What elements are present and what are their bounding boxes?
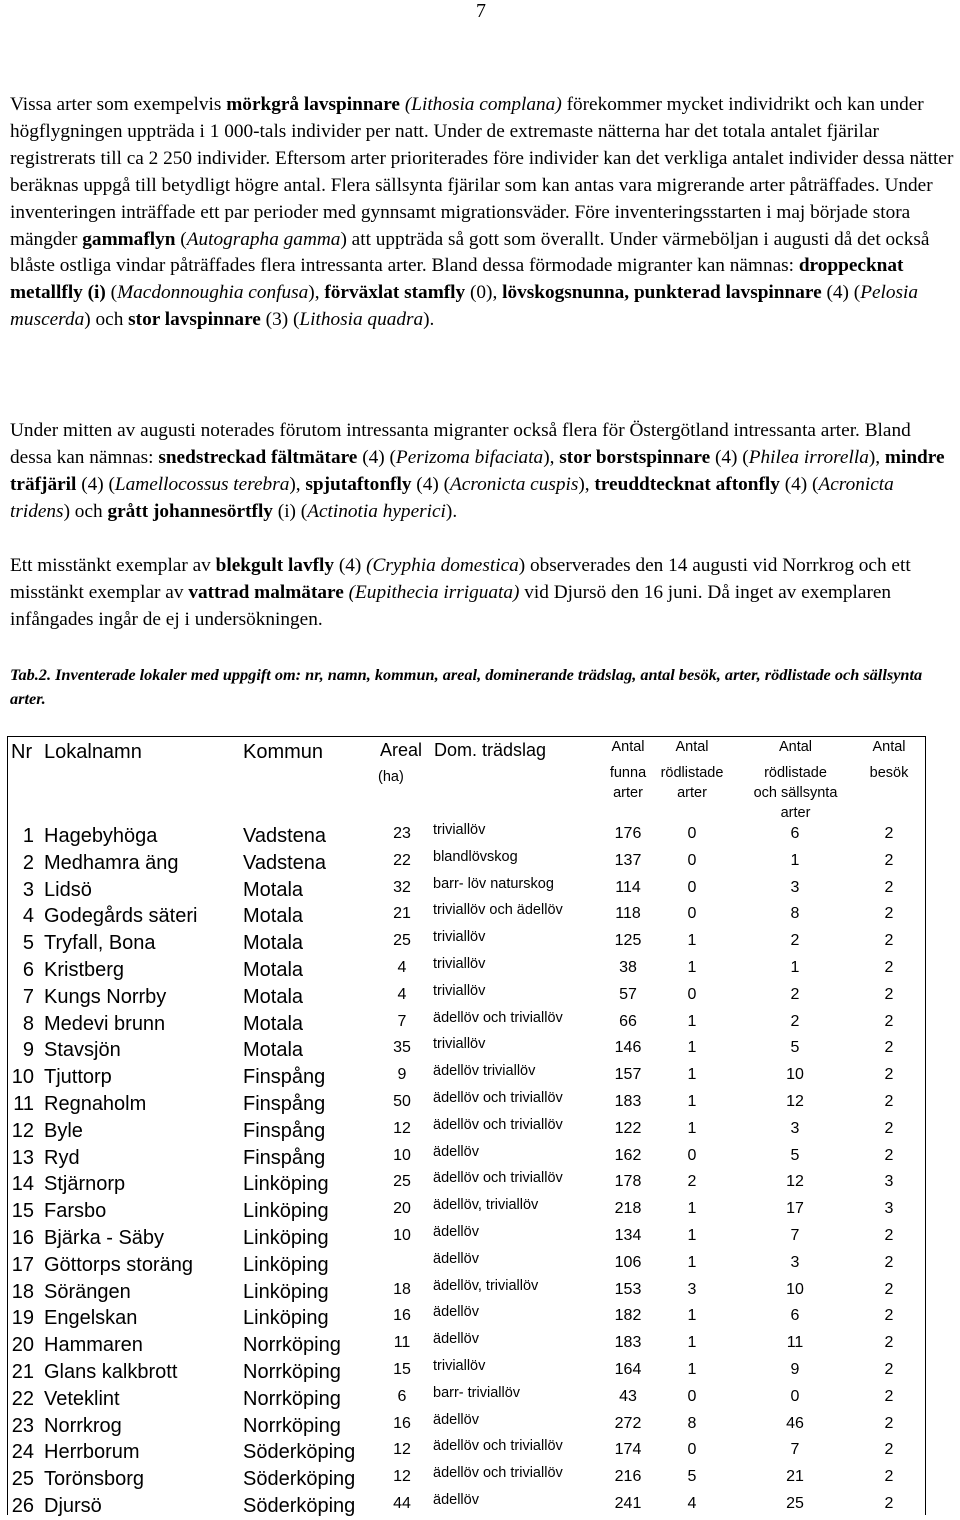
cell-kommun: Linköping <box>243 1253 329 1276</box>
cell-areal: 50 <box>393 1093 411 1110</box>
table-row <box>8 930 925 957</box>
cell-tradslag: ädellöv <box>433 1224 479 1240</box>
cell-nr: 15 <box>11 1200 34 1223</box>
cell-antal-rodlistade-sallsynta: 2 <box>790 985 800 1003</box>
cell-areal: 44 <box>393 1495 411 1512</box>
cell-antal-rodlistade-sallsynta: 5 <box>790 1146 800 1164</box>
cell-antal-rodlistade: 1 <box>687 1093 697 1110</box>
cell-tradslag: triviallöv <box>433 822 486 838</box>
cell-kommun: Finspång <box>243 1119 326 1142</box>
cell-kommun: Motala <box>243 932 304 955</box>
cell-nr: 7 <box>22 985 34 1008</box>
table-row <box>8 1118 925 1145</box>
cell-antal-funna: 118 <box>615 905 641 923</box>
header-antal-rodlistade-sallsynta: Antal rödlistade och sällsynta arter <box>753 739 838 821</box>
localities-table <box>7 736 926 1515</box>
cell-tradslag: triviallöv och ädellöv <box>433 902 563 919</box>
cell-lokalnamn: Sörängen <box>44 1280 131 1303</box>
cell-antal-funna: 57 <box>619 985 637 1003</box>
cell-antal-besok: 2 <box>884 1307 894 1325</box>
cell-antal-rodlistade: 0 <box>687 1441 697 1459</box>
cell-tradslag: ädellöv och triviallöv <box>433 1116 563 1133</box>
table-row <box>8 1413 925 1440</box>
cell-antal-rodlistade: 1 <box>687 1012 697 1030</box>
cell-nr: 21 <box>11 1361 34 1383</box>
cell-nr: 8 <box>22 1012 34 1035</box>
cell-antal-besok: 2 <box>884 985 894 1003</box>
cell-antal-rodlistade: 1 <box>687 1253 697 1271</box>
cell-tradslag: ädellöv, triviallöv <box>433 1197 539 1214</box>
cell-areal: 15 <box>393 1361 411 1378</box>
table-row <box>8 957 925 984</box>
table-row <box>8 1225 925 1252</box>
cell-kommun: Motala <box>243 959 304 981</box>
paragraph-interesting-species: Under mitten av augusti noterades förutom intressanta migranter också flera för Östergötland intressanta arter. Bland dessa kan nämnas: snedstreckad fältmätare (4) (Perizoma bifaciata), stor borstspinnare (4) (Philea irrorella), mindre träfjäril (4) (Lamellocossus terebra), spjutaftonfly (4) (Acronicta cuspis), treuddtecknat aftonfly (4) (Acronicta tridens) och grått johannesörtfly (i) (Actinotia hyperici). <box>10 420 945 522</box>
cell-areal: 4 <box>397 985 407 1003</box>
cell-tradslag: barr- triviallöv <box>433 1384 521 1401</box>
cell-nr: 12 <box>11 1119 34 1142</box>
cell-antal-funna: 134 <box>614 1227 642 1244</box>
cell-antal-besok: 2 <box>884 1387 894 1405</box>
cell-antal-rodlistade-sallsynta: 1 <box>790 851 800 869</box>
cell-antal-funna: 178 <box>614 1173 642 1191</box>
cell-lokalnamn: Kungs Norrby <box>44 985 167 1008</box>
cell-nr: 22 <box>11 1387 34 1410</box>
cell-antal-funna: 137 <box>614 851 642 869</box>
cell-areal: 12 <box>393 1441 411 1459</box>
cell-lokalnamn: Stavsjön <box>44 1039 121 1062</box>
table-row <box>8 850 925 877</box>
cell-antal-rodlistade: 1 <box>687 1066 697 1084</box>
cell-antal-funna: 183 <box>614 1334 642 1352</box>
cell-antal-rodlistade: 1 <box>687 1039 697 1057</box>
cell-antal-rodlistade: 5 <box>687 1468 697 1486</box>
cell-antal-besok: 2 <box>884 1012 894 1030</box>
cell-antal-rodlistade-sallsynta: 46 <box>786 1414 804 1432</box>
cell-antal-funna: 241 <box>614 1495 642 1512</box>
cell-kommun: Linköping <box>243 1173 329 1196</box>
cell-tradslag: barr- löv naturskog <box>433 875 554 892</box>
cell-antal-funna: 176 <box>614 825 642 842</box>
cell-antal-rodlistade-sallsynta: 0 <box>790 1387 800 1405</box>
table-row <box>8 1305 925 1332</box>
table-caption: Tab.2. Inventerade lokaler med uppgift om: nr, namn, kommun, areal, dominerande trädslag, antal besök, arter, rödlistade och sällsynta arter. <box>10 665 923 708</box>
cell-antal-funna: 146 <box>614 1039 642 1057</box>
cell-antal-funna: 162 <box>614 1146 642 1164</box>
cell-tradslag: triviallöv <box>433 982 486 999</box>
table-row <box>8 1466 925 1493</box>
cell-kommun: Motala <box>243 1012 304 1035</box>
cell-lokalnamn: Veteklint <box>44 1387 120 1410</box>
cell-lokalnamn: Bjärka - Säby <box>44 1227 165 1249</box>
cell-lokalnamn: Glans kalkbrott <box>44 1361 178 1383</box>
cell-kommun: Vadstena <box>243 851 327 874</box>
header-antal-besok: Antal besök <box>869 739 909 781</box>
cell-antal-rodlistade-sallsynta: 9 <box>790 1361 800 1378</box>
cell-areal: 6 <box>397 1387 407 1405</box>
cell-lokalnamn: Engelskan <box>44 1307 138 1330</box>
cell-lokalnamn: Djursö <box>44 1495 102 1517</box>
cell-antal-rodlistade: 0 <box>687 825 697 842</box>
cell-lokalnamn: Stjärnorp <box>44 1173 126 1196</box>
cell-nr: 24 <box>11 1441 34 1464</box>
cell-lokalnamn: Kristberg <box>44 959 125 981</box>
cell-antal-funna: 157 <box>614 1066 642 1084</box>
cell-antal-rodlistade: 0 <box>687 878 697 896</box>
cell-antal-besok: 2 <box>884 1280 894 1298</box>
table-row <box>8 1332 925 1359</box>
cell-kommun: Motala <box>243 905 304 928</box>
cell-nr: 6 <box>22 959 34 981</box>
cell-antal-rodlistade-sallsynta: 5 <box>790 1039 800 1057</box>
cell-antal-funna: 218 <box>614 1200 642 1218</box>
cell-nr: 2 <box>22 851 34 874</box>
cell-antal-besok: 2 <box>884 1227 894 1244</box>
cell-nr: 11 <box>13 1093 34 1115</box>
paragraph-migrants: Vissa arter som exempelvis mörkgrå lavspinnare (Lithosia complana) förekommer mycket individrikt och kan under högflygningen uppträda i 1 000-tals individer per natt. Under de extremaste nätterna har det totala antalet fjärilar registrerats till ca 2 250 individer. Eftersom arter prioriterades före individer kan det verkliga antalet individer dessa nätter beräknas uppgå till betydligt högre antal. Flera sällsynta fjärilar som kan antas vara migrerande arter påträffades. Under inventeringen inträffade ett par perioder med gynnsamt migrationsväder. Före inventeringsstarten i maj började stora mängder gammaflyn (Autographa gamma) att uppträda så gott som överallt. Under värmeböljan i augusti då det också blåste ostliga vindar påträffades flera intressanta arter. Bland dessa förmodade migranter kan nämnas: droppecknat metallfly (i) (Macdonnoughia confusa), förväxlat stamfly (0), lövskogsnunna, punkterad lavspinnare (4) (Pelosia muscerda) och stor lavspinnare (3) (Lithosia quadra). <box>10 94 954 331</box>
cell-antal-besok: 2 <box>884 825 894 842</box>
cell-tradslag: blandlövskog <box>433 848 518 865</box>
cell-areal: 12 <box>393 1468 411 1486</box>
cell-antal-rodlistade: 8 <box>687 1414 697 1432</box>
cell-nr: 26 <box>11 1495 34 1517</box>
cell-antal-rodlistade: 1 <box>687 1361 697 1378</box>
cell-areal: 25 <box>393 1173 411 1191</box>
cell-areal: 35 <box>393 1039 411 1057</box>
cell-antal-funna: 183 <box>614 1093 642 1110</box>
cell-tradslag: ädellöv <box>433 1411 479 1428</box>
cell-antal-rodlistade-sallsynta: 3 <box>790 878 800 896</box>
cell-antal-rodlistade: 0 <box>687 1387 697 1405</box>
cell-tradslag: triviallöv <box>433 929 486 946</box>
cell-lokalnamn: Byle <box>44 1119 83 1142</box>
table-row <box>8 1493 925 1520</box>
cell-areal: 25 <box>393 932 411 950</box>
cell-antal-besok: 2 <box>884 1361 894 1378</box>
cell-tradslag: ädellöv <box>433 1143 479 1160</box>
cell-antal-rodlistade-sallsynta: 3 <box>790 1253 800 1271</box>
cell-areal: 12 <box>393 1119 411 1137</box>
cell-lokalnamn: Medevi brunn <box>44 1012 166 1035</box>
cell-lokalnamn: Torönsborg <box>44 1468 145 1491</box>
cell-antal-besok: 2 <box>884 905 894 923</box>
table-row <box>8 877 925 904</box>
header-dom-tradslag: Dom. trädslag <box>434 740 547 760</box>
header-areal-unit: (ha) <box>378 769 404 785</box>
cell-tradslag: ädellöv och triviallöv <box>433 1465 563 1482</box>
cell-tradslag: ädellöv och triviallöv <box>433 1170 563 1187</box>
table-row <box>8 1386 925 1413</box>
cell-areal: 9 <box>397 1066 407 1084</box>
cell-areal: 10 <box>393 1146 411 1164</box>
cell-kommun: Motala <box>243 1039 304 1062</box>
table-row <box>8 1359 925 1386</box>
cell-lokalnamn: Lidsö <box>44 878 92 901</box>
cell-antal-rodlistade-sallsynta: 11 <box>786 1334 804 1352</box>
cell-kommun: Motala <box>243 985 304 1008</box>
cell-nr: 9 <box>22 1039 34 1062</box>
cell-lokalnamn: Hagebyhöga <box>44 825 158 847</box>
table-row <box>8 984 925 1011</box>
cell-lokalnamn: Godegårds säteri <box>44 905 198 928</box>
table-row <box>8 1037 925 1064</box>
page-number: 7 <box>476 0 486 22</box>
cell-antal-funna: 106 <box>614 1253 642 1271</box>
header-lokalnamn: Lokalnamn <box>44 741 142 763</box>
cell-nr: 19 <box>11 1307 34 1330</box>
cell-areal: 4 <box>397 959 407 976</box>
cell-areal: 20 <box>393 1200 411 1218</box>
cell-antal-rodlistade-sallsynta: 1 <box>790 959 800 976</box>
table-row <box>8 1279 925 1306</box>
cell-areal: 18 <box>393 1280 411 1298</box>
cell-tradslag: triviallöv <box>433 1036 486 1053</box>
cell-areal: 10 <box>393 1227 411 1244</box>
cell-kommun: Söderköping <box>243 1495 356 1517</box>
table-row <box>8 1064 925 1091</box>
cell-lokalnamn: Norrkrog <box>44 1414 122 1437</box>
cell-antal-rodlistade-sallsynta: 10 <box>786 1066 804 1084</box>
cell-lokalnamn: Hammaren <box>44 1334 143 1357</box>
cell-tradslag: ädellöv och triviallöv <box>433 1009 563 1026</box>
cell-tradslag: ädellöv <box>433 1250 479 1267</box>
cell-nr: 10 <box>11 1066 34 1089</box>
cell-lokalnamn: Ryd <box>44 1146 80 1169</box>
cell-antal-rodlistade: 0 <box>687 1146 697 1164</box>
header-kommun: Kommun <box>243 741 324 763</box>
cell-tradslag: ädellöv <box>433 1304 479 1321</box>
cell-antal-rodlistade-sallsynta: 2 <box>790 1012 800 1030</box>
cell-areal: 11 <box>393 1334 411 1352</box>
cell-kommun: Söderköping <box>243 1468 356 1491</box>
cell-antal-funna: 164 <box>614 1361 642 1378</box>
header-antal-funna-arter: Antal funna arter <box>609 739 647 801</box>
cell-nr: 14 <box>11 1173 34 1196</box>
cell-kommun: Motala <box>243 878 304 901</box>
cell-antal-rodlistade-sallsynta: 7 <box>790 1441 800 1459</box>
cell-antal-besok: 2 <box>884 878 894 896</box>
cell-tradslag: ädellöv och triviallöv <box>433 1438 563 1455</box>
cell-antal-rodlistade: 1 <box>687 959 697 976</box>
cell-antal-rodlistade-sallsynta: 6 <box>790 1307 800 1325</box>
cell-kommun: Finspång <box>243 1093 326 1115</box>
cell-antal-besok: 2 <box>884 1093 894 1110</box>
table-row <box>8 1091 925 1118</box>
cell-nr: 5 <box>22 932 34 955</box>
cell-antal-rodlistade-sallsynta: 8 <box>790 905 800 923</box>
cell-tradslag: ädellöv triviallöv <box>433 1063 536 1080</box>
table-row <box>8 1145 925 1172</box>
cell-antal-rodlistade: 1 <box>687 1334 697 1352</box>
cell-antal-rodlistade-sallsynta: 12 <box>786 1093 804 1110</box>
cell-nr: 25 <box>11 1468 34 1491</box>
cell-antal-rodlistade-sallsynta: 21 <box>786 1468 804 1486</box>
paragraph-suspected-specimens: Ett misstänkt exemplar av blekgult lavfly (4) (Cryphia domestica) observerades den 14 augusti vid Norrkrog och ett misstänkt exemplar av vattrad malmätare (Eupithecia irriguata) vid Djursö den 16 juni. Då inget av exemplaren infångades ingår de ej i undersökningen. <box>10 555 911 630</box>
cell-antal-funna: 125 <box>614 932 642 950</box>
cell-antal-funna: 38 <box>619 959 637 976</box>
cell-antal-rodlistade: 2 <box>687 1173 697 1191</box>
cell-nr: 18 <box>11 1280 34 1303</box>
cell-antal-besok: 2 <box>884 1334 894 1352</box>
cell-kommun: Finspång <box>243 1066 326 1089</box>
cell-tradslag: triviallöv <box>433 1358 486 1374</box>
cell-antal-besok: 3 <box>884 1200 894 1218</box>
cell-kommun: Vadstena <box>243 825 327 847</box>
cell-antal-rodlistade-sallsynta: 3 <box>790 1119 800 1137</box>
cell-antal-rodlistade-sallsynta: 17 <box>786 1200 804 1218</box>
table-row <box>8 1252 925 1279</box>
cell-antal-rodlistade: 1 <box>687 1307 697 1325</box>
cell-antal-funna: 174 <box>614 1441 642 1459</box>
cell-nr: 20 <box>11 1334 34 1357</box>
cell-nr: 13 <box>11 1146 34 1169</box>
cell-antal-rodlistade-sallsynta: 25 <box>786 1495 804 1512</box>
header-antal-rodlistade-arter: Antal rödlistade arter <box>660 739 724 801</box>
cell-antal-rodlistade-sallsynta: 6 <box>790 825 800 842</box>
cell-areal: 7 <box>397 1012 407 1030</box>
cell-kommun: Linköping <box>243 1227 329 1249</box>
cell-tradslag: ädellöv, triviallöv <box>433 1277 539 1294</box>
cell-kommun: Linköping <box>243 1200 329 1223</box>
cell-antal-rodlistade: 4 <box>687 1495 697 1512</box>
cell-antal-funna: 153 <box>614 1280 642 1298</box>
cell-kommun: Linköping <box>243 1307 329 1330</box>
cell-tradslag: triviallöv <box>433 956 486 972</box>
cell-antal-besok: 2 <box>884 1468 894 1486</box>
cell-tradslag: ädellöv och triviallöv <box>433 1090 563 1106</box>
cell-tradslag: ädellöv <box>433 1492 479 1508</box>
header-areal: Areal <box>380 740 423 760</box>
cell-areal: 16 <box>393 1307 411 1325</box>
cell-areal: 16 <box>393 1414 411 1432</box>
cell-nr: 3 <box>22 878 34 901</box>
cell-antal-besok: 2 <box>884 932 894 950</box>
cell-antal-besok: 2 <box>884 851 894 869</box>
cell-antal-rodlistade: 0 <box>687 985 697 1003</box>
cell-lokalnamn: Farsbo <box>44 1200 107 1223</box>
cell-antal-funna: 216 <box>614 1468 642 1486</box>
cell-kommun: Linköping <box>243 1280 329 1303</box>
cell-antal-besok: 2 <box>884 1253 894 1271</box>
cell-nr: 4 <box>22 905 34 928</box>
cell-antal-besok: 3 <box>884 1173 894 1191</box>
cell-antal-rodlistade: 1 <box>687 1119 697 1137</box>
cell-antal-funna: 122 <box>614 1119 642 1137</box>
cell-nr: 17 <box>11 1253 34 1276</box>
cell-antal-rodlistade-sallsynta: 12 <box>786 1173 804 1191</box>
table-row <box>8 1439 925 1466</box>
cell-antal-rodlistade-sallsynta: 7 <box>790 1227 800 1244</box>
cell-antal-rodlistade-sallsynta: 2 <box>790 932 800 950</box>
cell-tradslag: ädellöv <box>433 1331 479 1348</box>
cell-nr: 16 <box>11 1227 34 1249</box>
cell-antal-besok: 2 <box>884 1146 894 1164</box>
table-row <box>8 903 925 930</box>
cell-antal-rodlistade-sallsynta: 10 <box>786 1280 804 1298</box>
cell-areal: 21 <box>393 905 411 923</box>
cell-lokalnamn: Medhamra äng <box>44 851 179 874</box>
cell-lokalnamn: Tryfall, Bona <box>44 932 156 955</box>
cell-kommun: Finspång <box>243 1146 326 1169</box>
table-row <box>8 1011 925 1038</box>
cell-antal-rodlistade: 3 <box>687 1280 697 1298</box>
cell-antal-rodlistade: 1 <box>687 932 697 950</box>
cell-nr: 23 <box>11 1414 34 1437</box>
cell-antal-besok: 2 <box>884 1495 894 1512</box>
cell-lokalnamn: Göttorps storäng <box>44 1253 193 1276</box>
cell-antal-besok: 2 <box>884 1066 894 1084</box>
header-nr: Nr <box>11 741 33 763</box>
cell-antal-besok: 2 <box>884 959 894 976</box>
cell-lokalnamn: Tjuttorp <box>44 1066 112 1089</box>
cell-kommun: Norrköping <box>243 1361 341 1383</box>
cell-antal-funna: 43 <box>619 1387 637 1405</box>
table-row <box>8 1171 925 1198</box>
cell-antal-besok: 2 <box>884 1414 894 1432</box>
cell-kommun: Norrköping <box>243 1387 341 1410</box>
cell-lokalnamn: Regnaholm <box>44 1093 147 1115</box>
cell-kommun: Söderköping <box>243 1441 356 1464</box>
table-row <box>8 1198 925 1225</box>
cell-antal-rodlistade: 0 <box>687 905 697 923</box>
cell-antal-funna: 272 <box>614 1414 642 1432</box>
cell-antal-rodlistade: 1 <box>687 1227 697 1244</box>
cell-areal: 23 <box>393 825 411 842</box>
cell-nr: 1 <box>22 825 34 847</box>
cell-antal-funna: 182 <box>614 1307 642 1325</box>
cell-areal: 32 <box>393 878 411 896</box>
cell-antal-besok: 2 <box>884 1039 894 1057</box>
cell-areal: 22 <box>393 851 411 869</box>
cell-antal-besok: 2 <box>884 1441 894 1459</box>
cell-antal-besok: 2 <box>884 1119 894 1137</box>
cell-kommun: Norrköping <box>243 1334 341 1357</box>
cell-kommun: Norrköping <box>243 1414 341 1437</box>
table-row <box>8 823 925 850</box>
cell-antal-funna: 66 <box>619 1012 637 1030</box>
cell-antal-funna: 114 <box>615 878 641 896</box>
cell-lokalnamn: Herrborum <box>44 1441 140 1464</box>
cell-antal-rodlistade: 0 <box>687 851 697 869</box>
cell-antal-rodlistade: 1 <box>687 1200 697 1218</box>
